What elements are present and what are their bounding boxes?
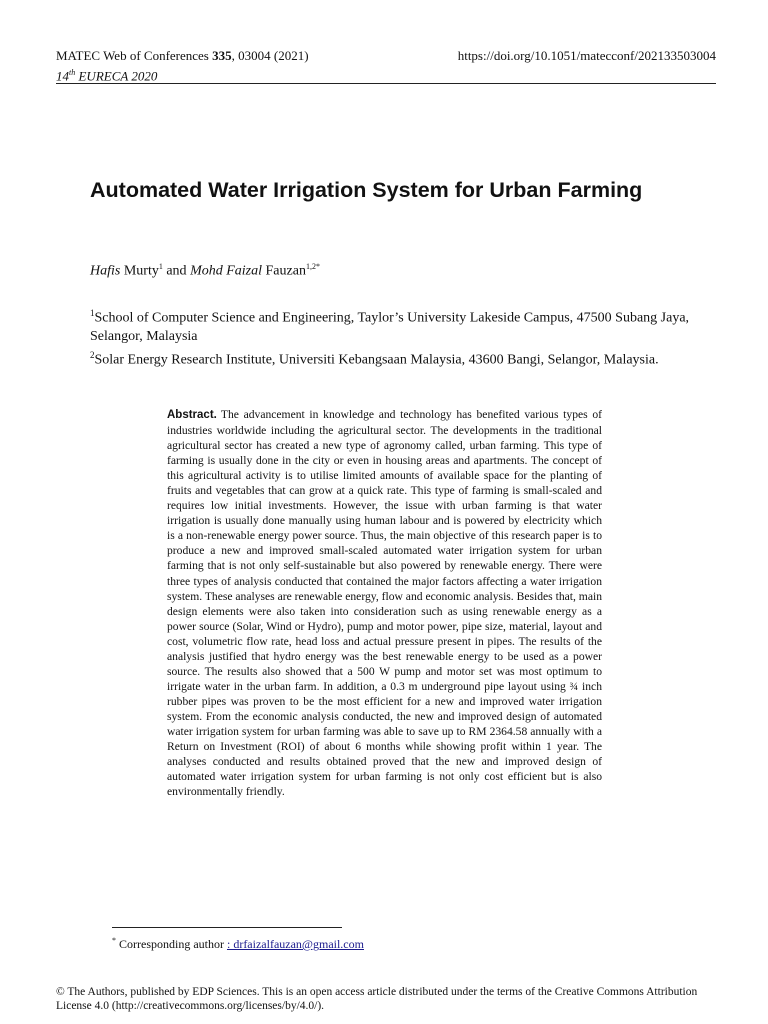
edition-number: 14 (56, 68, 69, 84)
author-1-affiliation-mark: 1 (158, 262, 163, 271)
doi-link[interactable]: https://doi.org/10.1051/matecconf/202133503004 (457, 48, 716, 63)
running-header-left (56, 47, 309, 84)
author-1-family-name: Murty (120, 263, 159, 279)
paper-title: Automated Water Irrigation System for Urban Farming (90, 178, 643, 202)
author-1-given-name: Hafis (90, 263, 121, 279)
license-notice: © The Authors, published by EDP Sciences. This is an open access article distributed under the terms of the Creative Commons Attribution License 4.0 (http://creativecommons.org/licenses/by/4.0/). (56, 986, 698, 1012)
edition-suffix: th (69, 68, 76, 77)
affiliation-2-text: Solar Energy Research Institute, Universiti Kebangsaan Malaysia, 43600 Bangi, Selangor, Malaysia. (94, 352, 659, 368)
footnote-divider (112, 927, 342, 928)
author-2-given-name: Mohd Faizal (190, 263, 263, 279)
edition-name: EURECA 2020 (75, 68, 158, 84)
article-number: , 03004 (2021) (231, 48, 309, 63)
header-divider (56, 83, 716, 84)
abstract (167, 407, 602, 799)
author-line (90, 262, 320, 280)
affiliation-1 (90, 304, 690, 346)
abstract-label: Abstract. (167, 409, 217, 421)
affiliations (90, 304, 690, 369)
author-2-affiliation-mark: 1,2* (305, 262, 320, 271)
affiliation-1-number: 1 (90, 308, 95, 318)
affiliation-1-text: School of Computer Science and Engineering, Taylor’s University Lakeside Campus, 47500 Subang Jaya, Selangor, Malaysia (90, 310, 690, 344)
journal-volume: 335 (212, 48, 232, 63)
abstract-text: The advancement in knowledge and technology has benefited various types of industries worldwide including the agricultural sector. The developments in the traditional agricultural sector has created a new type of agronomy called, urban farming. This type of farming is usually done in the city or even in housing areas and apartments. The concept of this agricultural activity is to utilise limited amounts of available space for the planting of fruits and vegetables that can grow at a quick rate. This type of farming is small-scaled and requires low initial investments. However, the issue with urban farming is that water irrigation is usually done manually using human labour and is powered by electricity which is a non-renewable energy power source. Thus, the main objective of this research paper is to produce a new and improved small-scaled automated water irrigation system for urban farming that is not only self-sustainable but also powered by renewable energy. There were three types of analysis conducted that contained the major factors affecting a water irrigation system. These analyses are renewable energy, flow and economic analysis. Besides that, main design elements were also taken into consideration such as using renewable energy as a power source (Solar, Wind or Hydro), pump and motor power, pipe size, material, layout and cost, volumetric flow rate, head loss and actual pressure present in pipes. The results of the analysis justified that hydro energy was the best renewable energy to be used as a power source. The results also showed that a 500 W pump and motor set was most optimum to irrigate water in the urban farm. In addition, a 0.3 m underground pipe layout using ¾ inch rubber pipes was proven to be the most efficient for a new and improved water irrigation system. From the economic analysis conducted, the new and improved design of automated water irrigation system for urban farming was able to save up to RM 2364.58 annually with a Return on Investment (ROI) of about 6 months while showing profit within 1 year. The analyses conducted and results obtained proved that the new and improved design of automated water irrigation system for urban farming is not only cost efficient but is also environmentally friendly. (167, 408, 602, 799)
affiliation-2-number: 2 (90, 349, 95, 360)
affiliation-2 (90, 346, 690, 370)
journal-citation (56, 47, 309, 64)
author-conjunction: and (162, 263, 191, 279)
author-2-family-name: Fauzan (262, 263, 306, 279)
corresponding-author-footnote (112, 936, 364, 952)
footnote-mark: * (112, 936, 116, 945)
journal-name: MATEC Web of Conferences (56, 48, 209, 63)
footnote-label: Corresponding author (116, 937, 227, 951)
corresponding-email-link[interactable]: : drfaizalfauzan@gmail.com (226, 937, 364, 951)
conference-edition (56, 64, 309, 84)
